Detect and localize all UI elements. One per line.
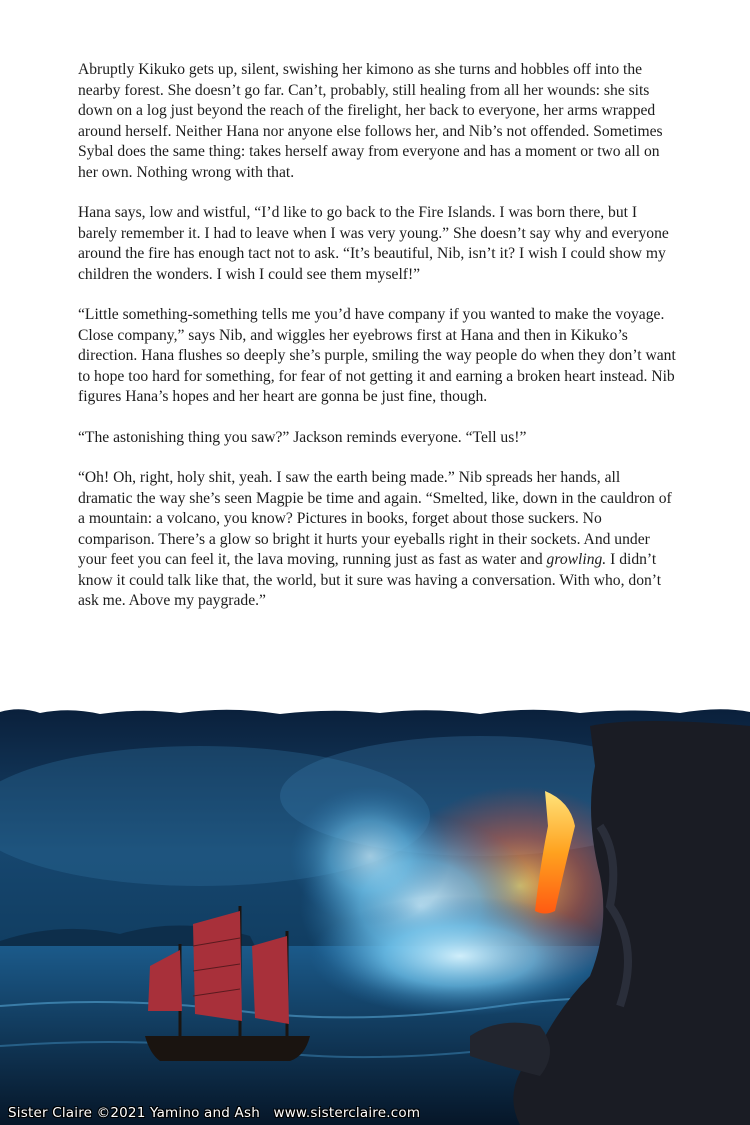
volcano-scene bbox=[0, 706, 750, 1125]
paragraph-3: “Little something-something tells me you’d have company if you wanted to make the voyage. Close company,” says Nib, and wiggles her eyebrows first at Hana and then in Kikuko’s direction. Hana flushes so deeply she’s purple, smiling the way people do when they don’t want to hope too hard for something, for fear of not getting it and earning a broken heart instead. Nib figures Hana’s hopes and her heart are gonna be just fine, though. bbox=[78, 306, 676, 405]
paragraph-2: Hana says, low and wistful, “I’d like to go back to the Fire Islands. I was born there, but I barely remember it. I had to leave when I was very young.” She doesn’t say why and everyone around the fire has enough tact not to ask. “It’s beautiful, Nib, isn’t it? I wish I could show my children the wonders. I wish I could see them myself!” bbox=[78, 204, 669, 283]
steam-plume bbox=[290, 786, 450, 926]
story-prose bbox=[78, 60, 678, 612]
copyright-credit: Sister Claire ©2021 Yamino and Ash www.sisterclaire.com bbox=[8, 1105, 421, 1121]
paragraph-5 bbox=[78, 468, 678, 612]
paragraph-4: “The astonishing thing you saw?” Jackson reminds everyone. “Tell us!” bbox=[78, 428, 527, 446]
paragraph-5-end: I didn’t know it could talk like that, the world, but it sure was having a conversation. With who, don’t ask me. Above my paygrade.” bbox=[78, 551, 662, 609]
paragraph-1: Abruptly Kikuko gets up, silent, swishing her kimono as she turns and hobbles off into the nearby forest. She doesn’t go far. Can’t, probably, still healing from all her wounds: she sits down on a log just beyond the reach of the firelight, her back to everyone, her arms wrapped around herself. Neither Hana nor anyone else follows her, and Nib’s not offended. Sometimes Sybal does the same thing: takes herself away from everyone and has a moment or two all on her own. Nothing wrong with that. bbox=[78, 61, 663, 181]
paragraph-5-emphasis: growling. bbox=[546, 551, 607, 568]
volcano-illustration bbox=[0, 706, 750, 1125]
paragraph-5-start: “Oh! Oh, right, holy shit, yeah. I saw the earth being made.” Nib spreads her hands, all dramatic the way she’s seen Magpie be time and again. “Smelted, like, down in the cauldron of a mountain: a volcano, you know? Pictures in books, forget about those suckers. No comparison. There’s a glow so bright it hurts your eyeballs right in their sockets. And under your feet you can feel it, the lava moving, running just as fast as water and bbox=[78, 469, 672, 568]
